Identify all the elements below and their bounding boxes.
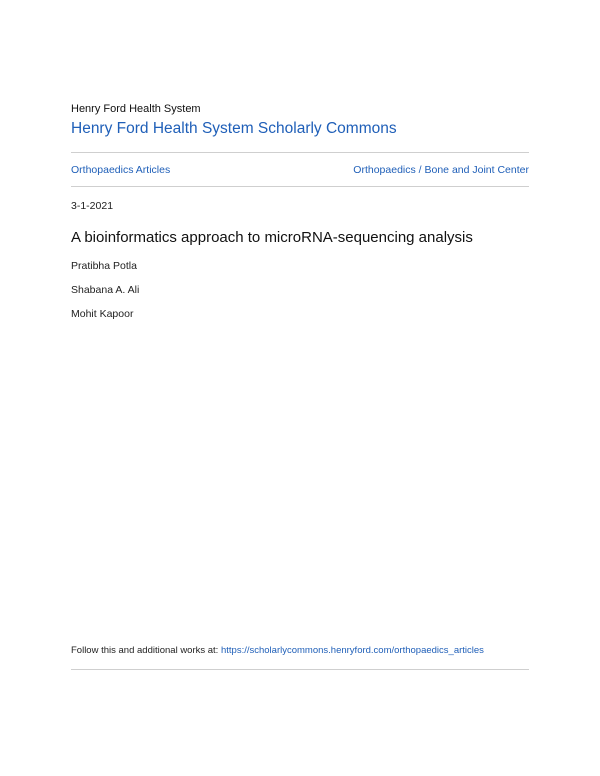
follow-text: Follow this and additional works at: [71, 645, 221, 656]
follow-link[interactable]: https://scholarlycommons.henryford.com/orthopaedics_articles [220, 645, 484, 656]
publication-date: 3-1-2021 [71, 200, 114, 212]
author-name: Pratibha Potla [71, 260, 137, 272]
article-title: A bioinformatics approach to microRNA-sequencing analysis [71, 229, 473, 246]
divider-top [71, 152, 529, 153]
author-name: Shabana A. Ali [71, 284, 140, 296]
author-name: Mohit Kapoor [71, 308, 134, 320]
divider-bottom [71, 669, 529, 670]
repository-link[interactable]: Henry Ford Health System Scholarly Commons [71, 120, 397, 137]
institution-name: Henry Ford Health System [71, 103, 201, 115]
divider-middle [71, 186, 529, 187]
collection-link-center[interactable]: Orthopaedics / Bone and Joint Center [353, 164, 529, 176]
collection-link-articles[interactable]: Orthopaedics Articles [71, 164, 171, 176]
follow-statement [71, 645, 484, 656]
